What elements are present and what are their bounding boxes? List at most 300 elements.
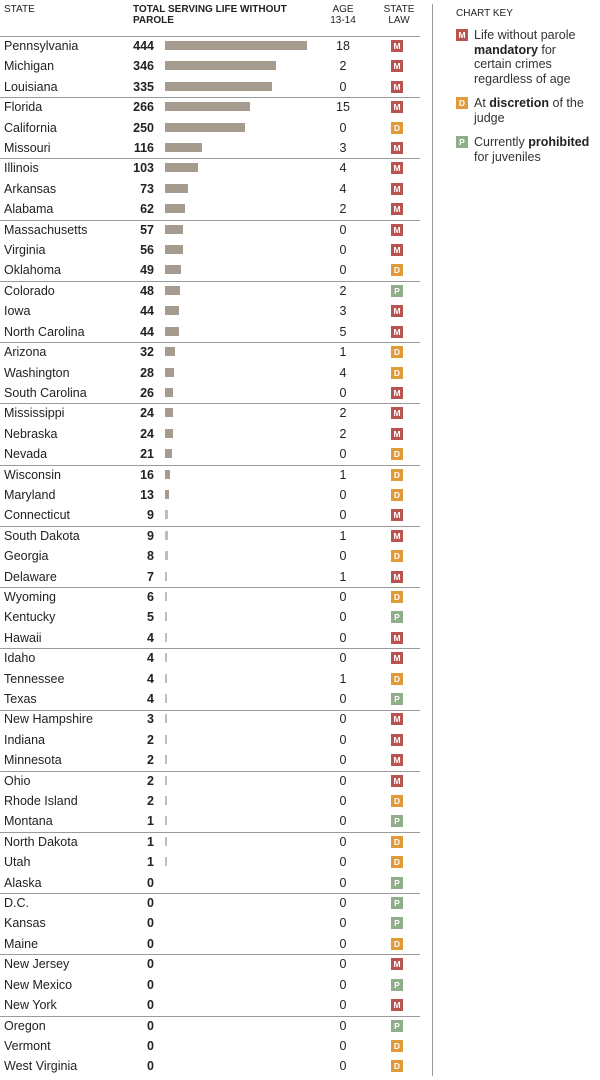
total-bar bbox=[165, 592, 167, 601]
header-age-13-14: AGE 13-14 bbox=[330, 4, 356, 26]
total-value: 4 bbox=[147, 692, 154, 706]
state-name: Maine bbox=[4, 936, 39, 951]
state-name: Alaska bbox=[4, 875, 42, 890]
age-13-14-value: 0 bbox=[339, 222, 347, 237]
total-value: 6 bbox=[147, 589, 154, 604]
age-13-14-value: 0 bbox=[339, 1059, 347, 1074]
total-bar bbox=[165, 612, 167, 621]
law-badge: D bbox=[391, 938, 403, 950]
age-13-14-value: 0 bbox=[339, 794, 347, 809]
table-row bbox=[0, 852, 420, 872]
state-name: Montana bbox=[4, 814, 53, 829]
chart-key-title: CHART KEY bbox=[456, 8, 513, 19]
state-name: Utah bbox=[4, 855, 31, 870]
total-bar bbox=[165, 327, 179, 336]
total-value: 9 bbox=[147, 528, 154, 543]
total-value: 0 bbox=[147, 1059, 154, 1074]
key-text-bold: mandatory bbox=[474, 42, 538, 57]
table-row bbox=[0, 240, 420, 260]
total-value: 0 bbox=[147, 875, 154, 890]
age-13-14-value: 0 bbox=[339, 630, 347, 645]
age-13-14-value: 0 bbox=[339, 814, 347, 829]
table-row bbox=[0, 485, 420, 505]
total-value: 0 bbox=[147, 896, 154, 911]
total-value: 0 bbox=[147, 936, 154, 951]
age-13-14-value: 2 bbox=[339, 59, 347, 74]
total-bar bbox=[165, 470, 170, 479]
table-row bbox=[0, 424, 420, 444]
law-badge: M bbox=[391, 509, 403, 521]
state-name: Ohio bbox=[4, 773, 31, 788]
age-13-14-value: 0 bbox=[339, 263, 347, 278]
state-name: D.C. bbox=[4, 896, 29, 911]
age-13-14-value: 0 bbox=[339, 773, 347, 788]
total-value: 266 bbox=[133, 100, 154, 115]
state-name: New York bbox=[4, 998, 57, 1013]
total-value: 0 bbox=[147, 1018, 154, 1033]
state-name: North Dakota bbox=[4, 834, 78, 849]
key-item-m bbox=[456, 28, 596, 86]
state-name: Vermont bbox=[4, 1038, 51, 1053]
state-name: Delaware bbox=[4, 569, 57, 584]
law-badge: M bbox=[391, 652, 403, 664]
age-13-14-value: 0 bbox=[339, 875, 347, 890]
key-text-before: Life without parole bbox=[474, 28, 576, 42]
state-name: Arkansas bbox=[4, 181, 57, 196]
table-row bbox=[0, 873, 420, 893]
law-badge: P bbox=[391, 877, 403, 889]
age-13-14-value: 0 bbox=[339, 896, 347, 911]
table-row bbox=[0, 567, 420, 587]
key-badge: M bbox=[456, 29, 468, 41]
law-badge: D bbox=[391, 856, 403, 868]
table-row bbox=[0, 913, 420, 933]
law-badge: M bbox=[391, 60, 403, 72]
total-bar bbox=[165, 347, 175, 356]
header-state: STATE bbox=[4, 4, 35, 15]
age-13-14-value: 0 bbox=[339, 508, 347, 523]
law-badge: M bbox=[391, 40, 403, 52]
total-bar bbox=[165, 694, 167, 703]
age-13-14-value: 0 bbox=[339, 936, 347, 951]
total-bar bbox=[165, 429, 173, 438]
age-13-14-value: 4 bbox=[339, 161, 347, 176]
age-13-14-value: 0 bbox=[339, 855, 347, 870]
total-value: 1 bbox=[147, 834, 154, 849]
total-value: 44 bbox=[140, 304, 154, 319]
total-bar bbox=[165, 490, 169, 499]
state-name: Pennsylvania bbox=[4, 39, 79, 53]
age-13-14-value: 0 bbox=[339, 834, 347, 849]
state-name: Indiana bbox=[4, 732, 46, 747]
law-badge: P bbox=[391, 979, 403, 991]
key-text-after: for certain crimes regardless of age bbox=[474, 42, 571, 86]
table-row bbox=[0, 648, 420, 668]
state-name: Nebraska bbox=[4, 426, 58, 441]
law-badge: D bbox=[391, 367, 403, 379]
table-row bbox=[0, 199, 420, 219]
table-row bbox=[0, 505, 420, 525]
total-value: 103 bbox=[133, 161, 154, 176]
total-value: 5 bbox=[147, 610, 154, 625]
total-value: 2 bbox=[147, 732, 154, 747]
age-13-14-value: 0 bbox=[339, 120, 347, 135]
table-row bbox=[0, 281, 420, 301]
state-name: New Mexico bbox=[4, 977, 73, 992]
total-value: 4 bbox=[147, 630, 154, 645]
law-badge: M bbox=[391, 162, 403, 174]
table-row bbox=[0, 893, 420, 913]
total-bar bbox=[165, 41, 307, 50]
table-row bbox=[0, 36, 420, 56]
table-row bbox=[0, 118, 420, 138]
law-badge: M bbox=[391, 407, 403, 419]
total-value: 57 bbox=[140, 222, 154, 237]
table-row bbox=[0, 832, 420, 852]
total-value: 0 bbox=[147, 957, 154, 972]
state-name: Minnesota bbox=[4, 753, 62, 768]
key-item-d bbox=[456, 96, 596, 125]
state-name: Florida bbox=[4, 100, 43, 115]
total-value: 62 bbox=[140, 202, 154, 217]
age-13-14-value: 0 bbox=[339, 589, 347, 604]
age-13-14-value: 3 bbox=[339, 141, 347, 156]
key-text-after: of the judge bbox=[474, 96, 584, 125]
table-row bbox=[0, 995, 420, 1015]
total-bar bbox=[165, 143, 202, 152]
total-value: 7 bbox=[147, 569, 154, 584]
table-row bbox=[0, 975, 420, 995]
law-badge: D bbox=[391, 448, 403, 460]
law-badge: D bbox=[391, 1060, 403, 1072]
age-13-14-value: 1 bbox=[339, 671, 347, 686]
law-badge: P bbox=[391, 815, 403, 827]
key-item-p bbox=[456, 135, 596, 164]
total-bar bbox=[165, 61, 276, 70]
state-name: New Hampshire bbox=[4, 712, 93, 727]
state-name: Wyoming bbox=[4, 589, 56, 604]
state-name: Connecticut bbox=[4, 508, 71, 523]
law-badge: P bbox=[391, 897, 403, 909]
table-row bbox=[0, 220, 420, 240]
state-name: West Virginia bbox=[4, 1059, 78, 1074]
total-bar bbox=[165, 265, 181, 274]
state-name: Kentucky bbox=[4, 610, 56, 625]
table-row bbox=[0, 811, 420, 831]
age-13-14-value: 0 bbox=[339, 447, 347, 462]
state-name: Mississippi bbox=[4, 406, 65, 421]
state-name: Texas bbox=[4, 692, 37, 706]
total-value: 0 bbox=[147, 977, 154, 992]
total-bar bbox=[165, 286, 180, 295]
table-row bbox=[0, 689, 420, 709]
law-badge: M bbox=[391, 999, 403, 1011]
total-value: 116 bbox=[133, 141, 154, 156]
table-row bbox=[0, 607, 420, 627]
law-badge: D bbox=[391, 550, 403, 562]
total-bar bbox=[165, 184, 188, 193]
total-value: 48 bbox=[140, 283, 154, 298]
law-badge: D bbox=[391, 122, 403, 134]
state-name: Oregon bbox=[4, 1018, 46, 1033]
state-name: North Carolina bbox=[4, 324, 85, 339]
law-badge: M bbox=[391, 530, 403, 542]
total-bar bbox=[165, 102, 250, 111]
table-row bbox=[0, 383, 420, 403]
key-badge: P bbox=[456, 136, 468, 148]
total-value: 26 bbox=[140, 385, 154, 400]
state-name: Oklahoma bbox=[4, 263, 61, 278]
age-13-14-value: 0 bbox=[339, 916, 347, 931]
total-bar bbox=[165, 245, 183, 254]
total-value: 1 bbox=[147, 855, 154, 870]
table-row bbox=[0, 301, 420, 321]
law-badge: P bbox=[391, 1020, 403, 1032]
law-badge: D bbox=[391, 469, 403, 481]
total-value: 24 bbox=[140, 426, 154, 441]
total-value: 335 bbox=[133, 79, 154, 94]
state-name: Idaho bbox=[4, 651, 36, 666]
total-bar bbox=[165, 82, 272, 91]
age-13-14-value: 2 bbox=[339, 426, 347, 441]
law-badge: M bbox=[391, 224, 403, 236]
total-bar bbox=[165, 510, 168, 519]
law-badge: P bbox=[391, 285, 403, 297]
key-badge: D bbox=[456, 97, 468, 109]
table-row bbox=[0, 260, 420, 280]
key-text-after: for juveniles bbox=[474, 149, 541, 164]
state-name: Michigan bbox=[4, 59, 55, 74]
state-name: California bbox=[4, 120, 57, 135]
total-value: 0 bbox=[147, 998, 154, 1013]
table-row bbox=[0, 669, 420, 689]
state-name: Georgia bbox=[4, 549, 49, 564]
law-badge: D bbox=[391, 673, 403, 685]
law-badge: M bbox=[391, 203, 403, 215]
table-row bbox=[0, 342, 420, 362]
state-name: Nevada bbox=[4, 447, 48, 462]
age-13-14-value: 0 bbox=[339, 651, 347, 666]
total-value: 2 bbox=[147, 794, 154, 809]
age-13-14-value: 0 bbox=[339, 487, 347, 502]
state-name: Alabama bbox=[4, 202, 54, 217]
key-text-before: Currently bbox=[474, 135, 529, 149]
age-13-14-value: 0 bbox=[339, 732, 347, 747]
total-value: 56 bbox=[140, 243, 154, 258]
state-name: Iowa bbox=[4, 304, 31, 319]
total-value: 24 bbox=[140, 406, 154, 421]
age-13-14-value: 4 bbox=[339, 365, 347, 380]
header-state-law: STATE LAW bbox=[383, 4, 415, 26]
total-value: 28 bbox=[140, 365, 154, 380]
age-13-14-value: 4 bbox=[339, 181, 347, 196]
total-value: 44 bbox=[140, 324, 154, 339]
key-divider bbox=[432, 4, 433, 1076]
law-badge: D bbox=[391, 1040, 403, 1052]
total-value: 4 bbox=[147, 671, 154, 686]
total-bar bbox=[165, 674, 167, 683]
total-bar bbox=[165, 408, 173, 417]
state-name: Tennessee bbox=[4, 671, 65, 686]
law-badge: M bbox=[391, 81, 403, 93]
total-value: 0 bbox=[147, 1038, 154, 1053]
age-13-14-value: 1 bbox=[339, 528, 347, 543]
total-value: 2 bbox=[147, 753, 154, 768]
state-name: Illinois bbox=[4, 161, 39, 176]
law-badge: M bbox=[391, 958, 403, 970]
age-13-14-value: 0 bbox=[339, 1038, 347, 1053]
age-13-14-value: 0 bbox=[339, 998, 347, 1013]
age-13-14-value: 0 bbox=[339, 1018, 347, 1033]
age-13-14-value: 5 bbox=[339, 324, 347, 339]
law-badge: P bbox=[391, 611, 403, 623]
total-value: 9 bbox=[147, 508, 154, 523]
table-row bbox=[0, 546, 420, 566]
total-bar bbox=[165, 225, 183, 234]
total-bar bbox=[165, 755, 167, 764]
law-badge: M bbox=[391, 183, 403, 195]
law-badge: M bbox=[391, 387, 403, 399]
total-value: 4 bbox=[147, 651, 154, 666]
law-badge: M bbox=[391, 775, 403, 787]
table-row bbox=[0, 363, 420, 383]
total-bar bbox=[165, 531, 168, 540]
state-name: Hawaii bbox=[4, 630, 42, 645]
total-bar bbox=[165, 306, 179, 315]
law-badge: P bbox=[391, 917, 403, 929]
total-bar bbox=[165, 796, 167, 805]
age-13-14-value: 18 bbox=[336, 39, 350, 53]
table-row bbox=[0, 444, 420, 464]
table-row bbox=[0, 322, 420, 342]
age-13-14-value: 2 bbox=[339, 283, 347, 298]
key-text-before: At bbox=[474, 96, 490, 110]
total-bar bbox=[165, 449, 172, 458]
table-row bbox=[0, 771, 420, 791]
law-badge: P bbox=[391, 693, 403, 705]
total-bar bbox=[165, 388, 173, 397]
age-13-14-value: 0 bbox=[339, 753, 347, 768]
state-name: Missouri bbox=[4, 141, 51, 156]
total-bar bbox=[165, 857, 167, 866]
total-value: 346 bbox=[133, 59, 154, 74]
state-name: South Dakota bbox=[4, 528, 80, 543]
table-row bbox=[0, 526, 420, 546]
table-row bbox=[0, 179, 420, 199]
total-value: 444 bbox=[133, 39, 154, 53]
law-badge: M bbox=[391, 101, 403, 113]
total-value: 16 bbox=[140, 467, 154, 482]
table-row bbox=[0, 709, 420, 729]
total-bar bbox=[165, 551, 168, 560]
age-13-14-value: 2 bbox=[339, 406, 347, 421]
table-row bbox=[0, 1036, 420, 1056]
table-row bbox=[0, 730, 420, 750]
table-row bbox=[0, 138, 420, 158]
total-bar bbox=[165, 653, 167, 662]
table-row bbox=[0, 628, 420, 648]
total-value: 8 bbox=[147, 549, 154, 564]
age-13-14-value: 0 bbox=[339, 243, 347, 258]
law-badge: D bbox=[391, 591, 403, 603]
total-value: 1 bbox=[147, 814, 154, 829]
total-value: 49 bbox=[140, 263, 154, 278]
state-name: Rhode Island bbox=[4, 794, 78, 809]
state-name: Kansas bbox=[4, 916, 46, 931]
table-row bbox=[0, 1056, 420, 1076]
age-13-14-value: 0 bbox=[339, 712, 347, 727]
law-badge: D bbox=[391, 346, 403, 358]
law-badge: M bbox=[391, 754, 403, 766]
law-badge: M bbox=[391, 142, 403, 154]
table-row bbox=[0, 750, 420, 770]
total-value: 32 bbox=[140, 345, 154, 360]
state-name: Washington bbox=[4, 365, 70, 380]
table-row bbox=[0, 465, 420, 485]
total-value: 2 bbox=[147, 773, 154, 788]
table-row bbox=[0, 56, 420, 76]
total-bar bbox=[165, 204, 185, 213]
age-13-14-value: 0 bbox=[339, 79, 347, 94]
law-badge: M bbox=[391, 428, 403, 440]
total-value: 73 bbox=[140, 181, 154, 196]
state-name: Wisconsin bbox=[4, 467, 61, 482]
total-value: 3 bbox=[147, 712, 154, 727]
age-13-14-value: 1 bbox=[339, 569, 347, 584]
table-row bbox=[0, 791, 420, 811]
state-table bbox=[0, 36, 420, 1077]
total-bar bbox=[165, 368, 174, 377]
total-bar bbox=[165, 123, 245, 132]
total-bar bbox=[165, 633, 167, 642]
age-13-14-value: 1 bbox=[339, 467, 347, 482]
age-13-14-value: 15 bbox=[336, 100, 350, 115]
age-13-14-value: 0 bbox=[339, 692, 347, 706]
total-bar bbox=[165, 776, 167, 785]
law-badge: D bbox=[391, 795, 403, 807]
age-13-14-value: 0 bbox=[339, 610, 347, 625]
total-bar bbox=[165, 816, 167, 825]
total-bar bbox=[165, 714, 167, 723]
state-name: Arizona bbox=[4, 345, 47, 360]
table-row bbox=[0, 934, 420, 954]
table-row bbox=[0, 954, 420, 974]
state-name: Colorado bbox=[4, 283, 55, 298]
law-badge: D bbox=[391, 264, 403, 276]
age-13-14-value: 0 bbox=[339, 385, 347, 400]
table-row bbox=[0, 1016, 420, 1036]
key-text-bold: discretion bbox=[489, 96, 550, 110]
age-13-14-value: 0 bbox=[339, 957, 347, 972]
law-badge: M bbox=[391, 305, 403, 317]
header-total-serving: TOTAL SERVING LIFE WITHOUT PAROLE bbox=[133, 4, 287, 26]
total-bar bbox=[165, 837, 167, 846]
table-row bbox=[0, 97, 420, 117]
law-badge: M bbox=[391, 734, 403, 746]
total-value: 250 bbox=[133, 120, 154, 135]
chart-key bbox=[456, 8, 596, 174]
total-value: 13 bbox=[140, 487, 154, 502]
state-name: New Jersey bbox=[4, 957, 70, 972]
total-value: 0 bbox=[147, 916, 154, 931]
key-text-bold: prohibited bbox=[528, 135, 590, 149]
age-13-14-value: 0 bbox=[339, 549, 347, 564]
state-name: Louisiana bbox=[4, 79, 58, 94]
table-row bbox=[0, 77, 420, 97]
total-value: 21 bbox=[140, 447, 154, 462]
state-name: South Carolina bbox=[4, 385, 87, 400]
age-13-14-value: 3 bbox=[339, 304, 347, 319]
